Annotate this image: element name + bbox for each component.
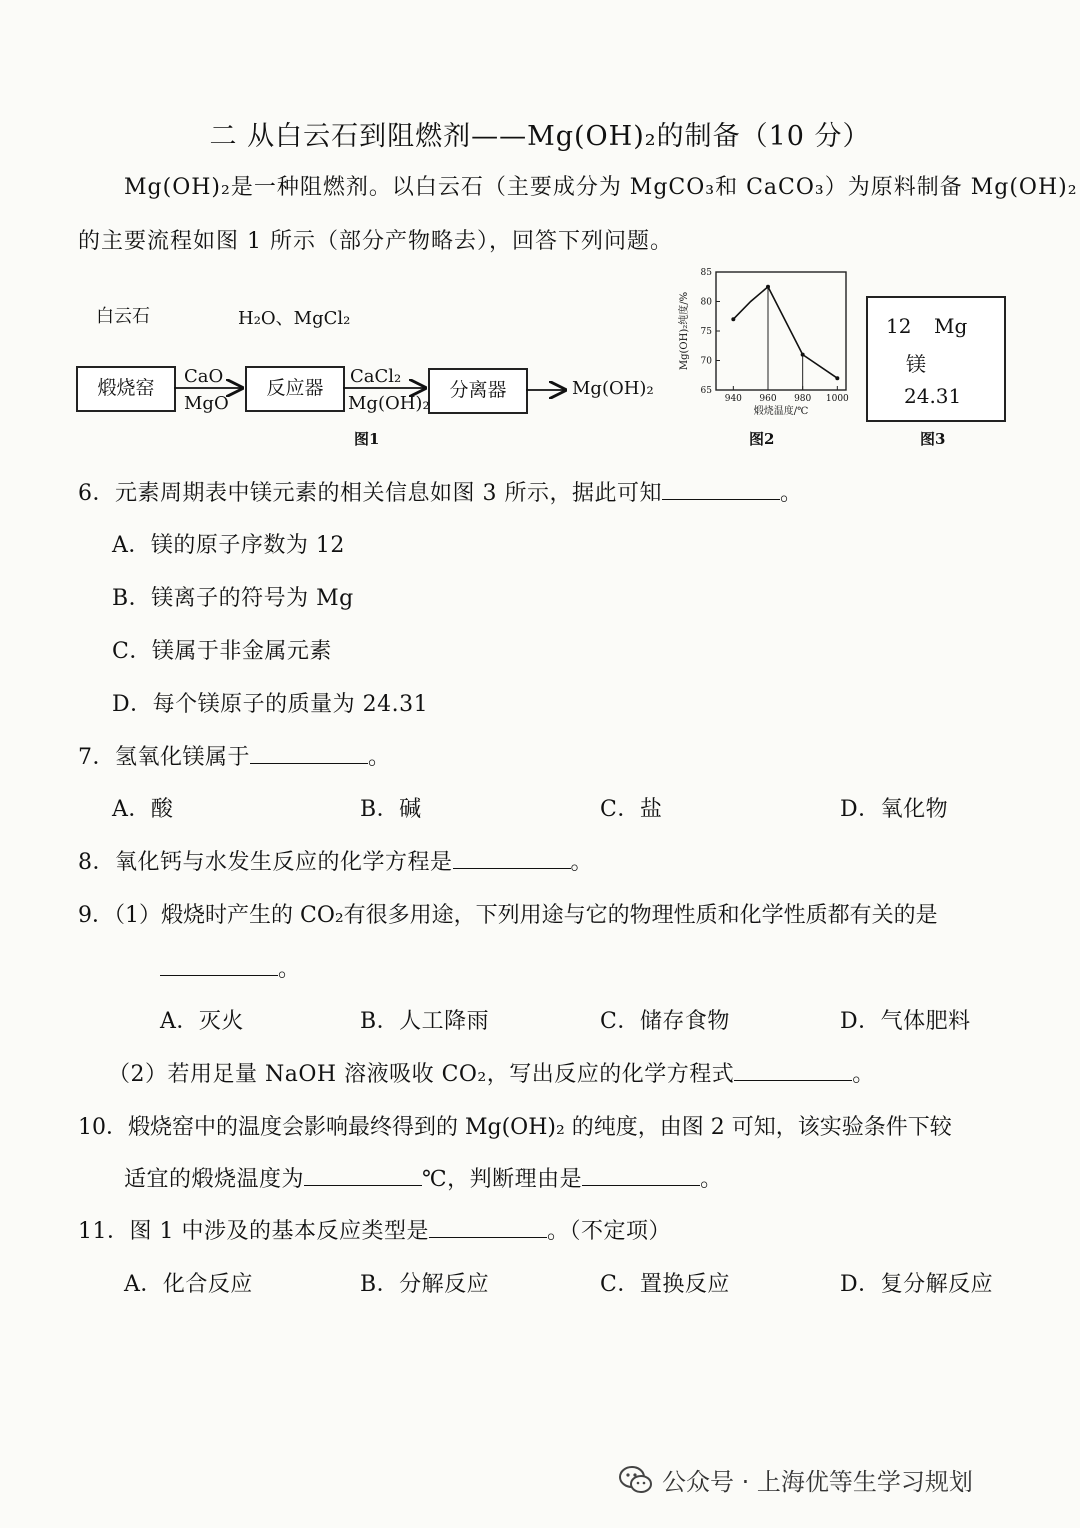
q10-line2-b: ℃，判断理由是 <box>422 1167 583 1192</box>
y-tick-label: 75 <box>700 327 712 337</box>
q9-stem: 9．（1）煅烧时产生的 CO₂有很多用途，下列用途与它的物理性质和化学性质都有关的是 <box>78 903 938 928</box>
q7-end: 。 <box>368 745 391 770</box>
q9-option-a: A．灭火 <box>160 1009 244 1034</box>
q11-option-a: A．化合反应 <box>124 1272 253 1297</box>
q9-sub2-stem: （2）若用足量 NaOH 溶液吸收 CO₂，写出反应的化学方程式 <box>108 1062 735 1087</box>
y-tick-label: 70 <box>700 356 712 367</box>
chart-frame <box>716 272 846 390</box>
x-tick-label: 1000 <box>825 394 849 404</box>
watermark-text: 公众号 · 上海优等生学习规划 <box>662 1468 973 1496</box>
section-title: 二 从白云石到阻燃剂——Mg(OH)₂的制备（10 分） <box>209 121 871 152</box>
data-point <box>766 285 770 289</box>
x-axis-label: 煅烧温度/℃ <box>753 406 809 417</box>
q8-stem: 8．氧化钙与水发生反应的化学方程是 <box>78 850 453 875</box>
arrow1-top-label: CaO <box>184 366 224 387</box>
q6-option-a: A．镁的原子序数为 12 <box>112 533 345 558</box>
question-8 <box>78 845 593 876</box>
intro-line-1: Mg(OH)₂是一种阻燃剂。以白云石（主要成分为 MgCO₃和 CaCO₃）为原料制备 Mg(OH)₂ <box>124 175 1078 200</box>
arrow2-bottom-label: Mg(OH)₂ <box>348 393 430 414</box>
question-11 <box>78 1214 671 1245</box>
figure-3-caption: 图3 <box>920 430 946 448</box>
figure-2-caption: 图2 <box>749 430 775 448</box>
q9-option-b: B．人工降雨 <box>360 1009 490 1034</box>
flow-input-reagents: H₂O、MgCl₂ <box>238 308 351 329</box>
q10-line2-end: 。 <box>700 1167 723 1192</box>
atomic-mass: 24.31 <box>904 384 962 408</box>
q7-option-a: A．酸 <box>112 797 174 822</box>
data-point <box>835 376 839 380</box>
q9-end: 。 <box>278 957 301 982</box>
q9-sub2-answer-blank[interactable] <box>734 1062 852 1081</box>
data-point <box>801 353 805 357</box>
q9-option-d: D．气体肥料 <box>840 1009 971 1034</box>
q6-option-d: D．每个镁原子的质量为 24.31 <box>112 692 429 717</box>
q7-option-d: D．氧化物 <box>840 797 949 822</box>
q7-option-c: C．盐 <box>600 797 663 822</box>
q11-option-b: B．分解反应 <box>360 1272 490 1297</box>
q7-stem: 7．氢氧化镁属于 <box>78 745 250 770</box>
q6-end: 。 <box>779 481 803 506</box>
q9-option-c: C．储存食物 <box>600 1009 730 1034</box>
q11-option-d: D．复分解反应 <box>840 1272 994 1297</box>
element-symbol: Mg <box>934 314 968 338</box>
wechat-icon <box>618 1465 654 1495</box>
element-name: 镁 <box>906 352 926 376</box>
q10-line-2 <box>124 1162 723 1193</box>
flow-box-separator: 分离器 <box>428 368 528 414</box>
x-tick-label: 960 <box>759 394 777 404</box>
question-7 <box>78 740 391 771</box>
question-6 <box>78 476 803 507</box>
q9-sub2 <box>108 1057 875 1088</box>
arrow2-top-label: CaCl₂ <box>350 366 402 387</box>
flow-input-raw: 白云石 <box>96 306 150 327</box>
atomic-number: 12 <box>886 314 912 338</box>
q10-line2-a: 适宜的煅烧温度为 <box>124 1167 305 1192</box>
y-axis-label: Mg(OH)₂纯度/% <box>679 291 690 371</box>
flow-product: Mg(OH)₂ <box>572 378 654 399</box>
y-tick-label: 80 <box>700 297 712 308</box>
flow-box-reactor: 反应器 <box>245 366 345 412</box>
y-tick-label: 65 <box>700 386 712 396</box>
q10-temp-blank[interactable] <box>304 1167 422 1186</box>
element-cell <box>866 296 1006 422</box>
data-point <box>731 317 735 321</box>
q9-answer-blank[interactable] <box>160 957 278 976</box>
purity-chart <box>676 262 856 422</box>
q8-end: 。 <box>570 850 594 875</box>
q6-option-c: C．镁属于非金属元素 <box>112 639 332 664</box>
q6-stem: 6．元素周期表中镁元素的相关信息如图 3 所示，据此可知 <box>78 481 662 506</box>
q6-option-b: B．镁离子的符号为 Mg <box>112 586 354 611</box>
q8-answer-blank[interactable] <box>453 850 571 869</box>
watermark <box>618 1462 973 1497</box>
arrow1-bottom-label: MgO <box>184 393 229 414</box>
purity-line <box>733 287 837 378</box>
q11-answer-blank[interactable] <box>429 1219 547 1238</box>
q11-end: 。（不定项） <box>546 1219 671 1244</box>
y-tick-label: 85 <box>700 268 712 278</box>
x-tick-label: 940 <box>724 394 742 404</box>
intro-line-2: 的主要流程如图 1 所示（部分产物略去），回答下列问题。 <box>78 229 673 254</box>
q11-stem: 11．图 1 中涉及的基本反应类型是 <box>78 1219 429 1244</box>
q7-answer-blank[interactable] <box>250 745 368 764</box>
q9-sub2-end: 。 <box>852 1062 875 1087</box>
x-tick-label: 980 <box>794 394 812 404</box>
figure-1-caption: 图1 <box>354 430 380 448</box>
q9-blank-line <box>160 952 301 983</box>
q10-reason-blank[interactable] <box>582 1167 700 1186</box>
q6-answer-blank[interactable] <box>662 481 780 500</box>
q10-line-1: 10．煅烧窑中的温度会影响最终得到的 Mg(OH)₂ 的纯度，由图 2 可知，该实验条件下较 <box>78 1115 952 1140</box>
q11-option-c: C．置换反应 <box>600 1272 730 1297</box>
q7-option-b: B．碱 <box>360 797 422 822</box>
flow-box-kiln: 煅烧窑 <box>76 366 176 412</box>
